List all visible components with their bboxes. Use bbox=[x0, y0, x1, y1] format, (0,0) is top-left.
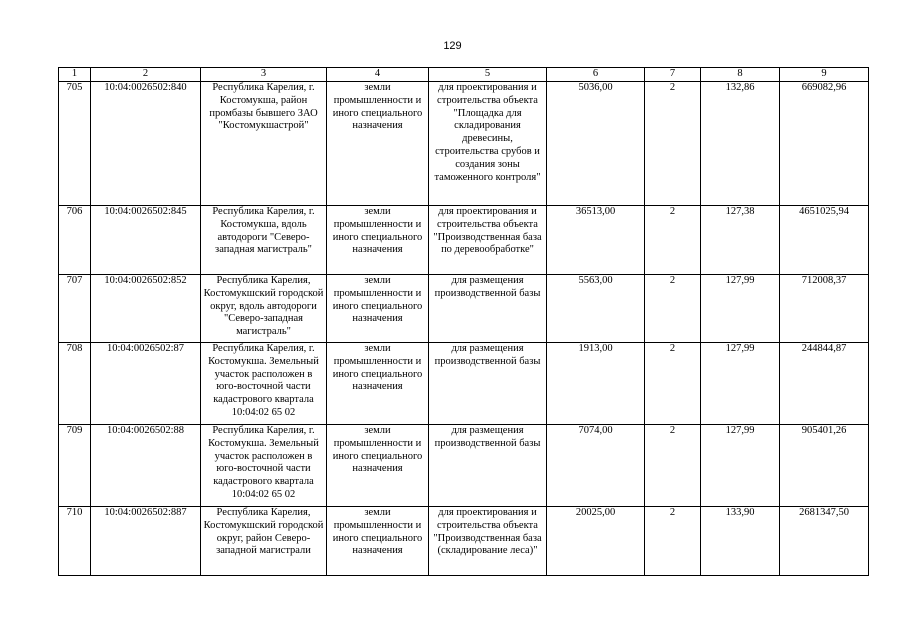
cadastral-value: 669082,96 bbox=[780, 82, 869, 206]
location: Республика Карелия, г. Костомукша, район промбазы бывшего ЗАО "Костомукшастрой" bbox=[201, 82, 327, 206]
cadastral-number: 10:04:0026502:852 bbox=[91, 275, 201, 343]
location: Республика Карелия, г. Костомукша, вдоль автодороги "Северо-западная магистраль" bbox=[201, 206, 327, 275]
cadastral-number: 10:04:0026502:845 bbox=[91, 206, 201, 275]
table-row bbox=[59, 425, 869, 507]
column-header: 6 bbox=[547, 68, 645, 82]
table-row bbox=[59, 206, 869, 275]
permitted-use: для размещения производственной базы bbox=[429, 425, 547, 507]
area-value: 7074,00 bbox=[547, 425, 645, 507]
area-value: 36513,00 bbox=[547, 206, 645, 275]
row-number: 710 bbox=[59, 507, 91, 576]
row-number: 709 bbox=[59, 425, 91, 507]
area-value: 5563,00 bbox=[547, 275, 645, 343]
location: Республика Карелия, г. Костомукша. Земельный участок расположен в юго-восточной части кадастрового квартала 10:04:02 65 02 bbox=[201, 425, 327, 507]
table-row bbox=[59, 507, 869, 576]
column-header: 8 bbox=[701, 68, 780, 82]
location: Республика Карелия, г. Костомукша. Земельный участок расположен в юго-восточной части кадастрового квартала 10:04:02 65 02 bbox=[201, 343, 327, 425]
column-header: 3 bbox=[201, 68, 327, 82]
column-8-value: 127,99 bbox=[701, 343, 780, 425]
row-number: 705 bbox=[59, 82, 91, 206]
area-value: 5036,00 bbox=[547, 82, 645, 206]
cadastral-number: 10:04:0026502:88 bbox=[91, 425, 201, 507]
column-7-value: 2 bbox=[645, 507, 701, 576]
permitted-use: для размещения производственной базы bbox=[429, 343, 547, 425]
land-plots-table bbox=[58, 67, 869, 576]
location: Республика Карелия, Костомукшский городской округ, район Северо-западной магистрали bbox=[201, 507, 327, 576]
column-8-value: 127,38 bbox=[701, 206, 780, 275]
permitted-use: для размещения производственной базы bbox=[429, 275, 547, 343]
cadastral-value: 2681347,50 bbox=[780, 507, 869, 576]
land-category: земли промышленности и иного специального назначения bbox=[327, 343, 429, 425]
column-8-value: 127,99 bbox=[701, 275, 780, 343]
cadastral-value: 905401,26 bbox=[780, 425, 869, 507]
cadastral-number: 10:04:0026502:840 bbox=[91, 82, 201, 206]
row-number: 708 bbox=[59, 343, 91, 425]
column-8-value: 132,86 bbox=[701, 82, 780, 206]
column-7-value: 2 bbox=[645, 82, 701, 206]
location: Республика Карелия, Костомукшский городской округ, вдоль автодороги "Северо-западная магистраль" bbox=[201, 275, 327, 343]
column-7-value: 2 bbox=[645, 343, 701, 425]
column-7-value: 2 bbox=[645, 206, 701, 275]
table-row bbox=[59, 343, 869, 425]
cadastral-value: 244844,87 bbox=[780, 343, 869, 425]
permitted-use: для проектирования и строительства объекта "Производственная база (складирование леса)" bbox=[429, 507, 547, 576]
row-number: 706 bbox=[59, 206, 91, 275]
land-category: земли промышленности и иного специального назначения bbox=[327, 425, 429, 507]
land-category: земли промышленности и иного специального назначения bbox=[327, 507, 429, 576]
cadastral-value: 4651025,94 bbox=[780, 206, 869, 275]
column-header: 4 bbox=[327, 68, 429, 82]
header-row bbox=[59, 68, 869, 82]
permitted-use: для проектирования и строительства объекта "Производственная база по деревообработке" bbox=[429, 206, 547, 275]
permitted-use: для проектирования и строительства объекта "Площадка для складирования древесины, строительства срубов и создания зоны таможенного контроля" bbox=[429, 82, 547, 206]
column-header: 9 bbox=[780, 68, 869, 82]
column-7-value: 2 bbox=[645, 275, 701, 343]
row-number: 707 bbox=[59, 275, 91, 343]
cadastral-value: 712008,37 bbox=[780, 275, 869, 343]
table-row bbox=[59, 82, 869, 206]
land-category: земли промышленности и иного специального назначения bbox=[327, 275, 429, 343]
cadastral-number: 10:04:0026502:887 bbox=[91, 507, 201, 576]
column-7-value: 2 bbox=[645, 425, 701, 507]
column-header: 1 bbox=[59, 68, 91, 82]
column-header: 5 bbox=[429, 68, 547, 82]
area-value: 20025,00 bbox=[547, 507, 645, 576]
column-header: 2 bbox=[91, 68, 201, 82]
land-category: земли промышленности и иного специального назначения bbox=[327, 82, 429, 206]
table-row bbox=[59, 275, 869, 343]
area-value: 1913,00 bbox=[547, 343, 645, 425]
page-number: 129 bbox=[443, 40, 462, 52]
land-category: земли промышленности и иного специального назначения bbox=[327, 206, 429, 275]
column-8-value: 133,90 bbox=[701, 507, 780, 576]
column-header: 7 bbox=[645, 68, 701, 82]
cadastral-number: 10:04:0026502:87 bbox=[91, 343, 201, 425]
column-8-value: 127,99 bbox=[701, 425, 780, 507]
